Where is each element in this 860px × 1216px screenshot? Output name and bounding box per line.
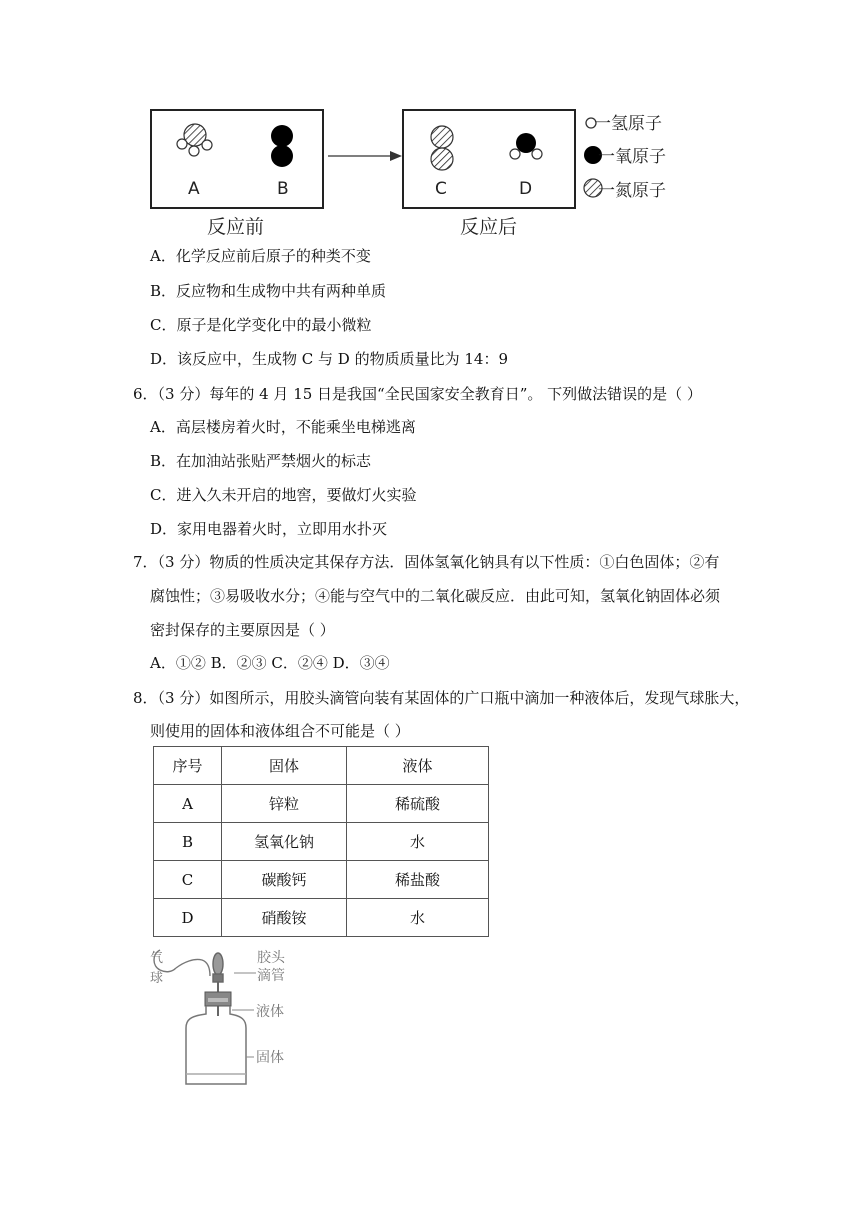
table-cell: B — [154, 823, 222, 861]
wide-mouth-bottle-icon — [186, 1006, 246, 1084]
caption-before: 反应前 — [207, 216, 265, 238]
table-cell: 碳酸钙 — [222, 861, 347, 899]
legend-dash-3: 一 — [598, 181, 615, 201]
legend-dash-1: 一 — [594, 114, 611, 134]
apparatus-label-dropper-1: 胶头 — [257, 950, 285, 966]
table-cell: 水 — [347, 823, 489, 861]
table-cell: 氢氧化钠 — [222, 823, 347, 861]
caption-after: 反应后 — [460, 216, 518, 238]
apparatus-label-balloon-2: 球 — [150, 971, 164, 986]
q6-option-c: C．进入久未开启的地窖，要做灯火实验 — [150, 486, 417, 504]
table-header-cell: 序号 — [154, 747, 222, 785]
after-box — [403, 110, 575, 208]
q7-stem-line-1: 7．（3 分）物质的性质决定其保存方法．固体氢氧化钠具有以下性质：①白色固体；②有 — [133, 553, 720, 571]
table-row — [154, 899, 489, 937]
legend — [584, 114, 666, 201]
apparatus-label-dropper-2: 滴管 — [257, 968, 285, 984]
q5-option-a: A．化学反应前后原子的种类不变 — [150, 247, 371, 265]
label-c: C — [435, 179, 447, 199]
table-row — [154, 823, 489, 861]
label-a: A — [188, 179, 200, 199]
before-box — [151, 110, 323, 208]
table-cell: 锌粒 — [222, 785, 347, 823]
molecule-c-icon — [431, 126, 453, 170]
table-header-row — [154, 747, 489, 785]
table-cell: 稀盐酸 — [347, 861, 489, 899]
q7-options: A．①② B．②③ C．②④ D．③④ — [150, 654, 390, 672]
q8-table — [153, 746, 489, 937]
reaction-arrow-icon — [328, 151, 402, 161]
q8-stem-line-1: 8．（3 分）如图所示，用胶头滴管向装有某固体的广口瓶中滴加一种液体后，发现气球胀大， — [133, 689, 750, 707]
molecule-b-icon — [271, 125, 293, 167]
table-header-cell: 液体 — [347, 747, 489, 785]
q8-stem-line-2: 则使用的固体和液体组合不可能是（ ） — [150, 722, 410, 740]
q5-option-d: D．该反应中，生成物 C 与 D 的物质质量比为 14：9 — [150, 350, 509, 368]
legend-hydrogen-label: 氢原子 — [611, 114, 662, 134]
label-d: D — [519, 179, 533, 199]
table-header-cell: 固体 — [222, 747, 347, 785]
legend-dash-2: 一 — [598, 147, 615, 167]
molecule-a-icon — [177, 124, 212, 156]
legend-oxygen-label: 氧原子 — [615, 147, 666, 167]
q6-stem: 6．（3 分）每年的 4 月 15 日是我国“全民国家安全教育日”。 下列做法错误的是（ ） — [133, 385, 702, 403]
apparatus-label-solid: 固体 — [256, 1050, 284, 1066]
q5-option-b: B．反应物和生成物中共有两种单质 — [150, 282, 387, 300]
q6-option-b: B．在加油站张贴严禁烟火的标志 — [150, 452, 372, 470]
table-row — [154, 785, 489, 823]
table-cell: 稀硫酸 — [347, 785, 489, 823]
molecule-d-icon — [510, 133, 542, 159]
q6-option-a: A．高层楼房着火时，不能乘坐电梯逃离 — [150, 418, 416, 436]
apparatus-label-balloon-1: 气 — [150, 951, 164, 966]
apparatus-figure — [150, 946, 310, 1091]
legend-nitrogen-label: 氮原子 — [615, 181, 666, 201]
q7-stem-line-3: 密封保存的主要原因是（ ） — [150, 621, 335, 639]
table-cell: A — [154, 785, 222, 823]
table-cell: 水 — [347, 899, 489, 937]
reaction-diagram — [140, 100, 700, 245]
q6-option-d: D．家用电器着火时，立即用水扑灭 — [150, 520, 388, 538]
table-cell: C — [154, 861, 222, 899]
dropper-icon — [213, 953, 223, 1016]
q7-stem-line-2: 腐蚀性；③易吸收水分；④能与空气中的二氧化碳反应．由此可知，氢氧化钠固体必须 — [150, 587, 721, 605]
stopper-icon — [205, 992, 231, 1006]
q5-option-c: C．原子是化学变化中的最小微粒 — [150, 316, 372, 334]
label-b: B — [277, 179, 289, 199]
table-cell: 硝酸铵 — [222, 899, 347, 937]
table-cell: D — [154, 899, 222, 937]
apparatus-label-liquid: 液体 — [256, 1004, 284, 1020]
table-row — [154, 861, 489, 899]
